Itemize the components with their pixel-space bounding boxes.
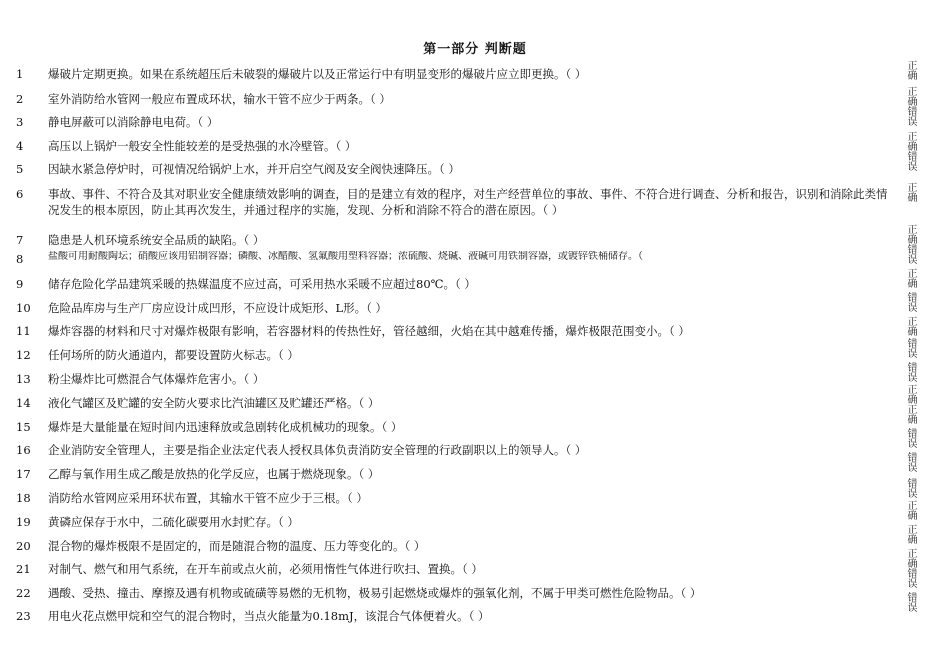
answer-label: 正确 [905, 60, 916, 80]
question-text: 企业消防安全管理人，主要是指企业法定代表人授权具体负责消防安全管理的行政副职以上的领导人。（ ） [48, 443, 587, 457]
question-text: 黄磷应保存于水中，二硫化碳要用水封贮存。（ ） [48, 515, 299, 529]
answer-label: 正确 [905, 384, 916, 404]
question-number: 10 [16, 301, 31, 315]
answer-label: 错误 [905, 568, 916, 588]
question-number: 13 [16, 372, 31, 386]
answer-label: 错误 [905, 452, 916, 472]
question-number: 14 [16, 396, 31, 410]
answer-label: 正确 [905, 316, 916, 336]
question-text: 盐酸可用耐酸陶坛；硝酸应该用铝制容器；磷酸、冰醋酸、氢氟酸用塑料容器；浓硫酸、烧碱、液碱可用铁制容器，或镀锌铁桶储存。（ [48, 251, 643, 262]
question-number: 7 [16, 233, 24, 247]
answer-label: 正确 [905, 548, 916, 568]
question-number: 6 [16, 187, 24, 201]
question-text: 粉尘爆炸比可燃混合气体爆炸危害小。（ ） [48, 372, 265, 386]
answer-label: 错误 [905, 106, 916, 126]
answer-label: 正确 [905, 131, 916, 151]
question-number: 1 [16, 67, 24, 81]
question-number: 23 [16, 609, 31, 623]
question-text: 爆炸是大量能量在短时间内迅速释放或急剧转化成机械功的现象。（ ） [48, 420, 403, 434]
answer-label: 错误 [905, 428, 916, 448]
question-text: 隐患是人机环境系统安全品质的缺陷。（ ） [48, 233, 265, 247]
question-number: 2 [16, 92, 24, 106]
question-number: 5 [16, 162, 24, 176]
question-text: 事故、事件、不符合及其对职业安全健康绩效影响的调查，目的是建立有效的程序，对生产经营单位的事故、事件、不符合进行调查、分析和报告，识别和消除此类情况发生的根本原因，防止其再次发生，并通过程序的实施，发现、分析和消除不符合的潜在原因。（ ） [48, 187, 888, 217]
answer-label: 错误 [905, 244, 916, 264]
answer-label: 正确 [905, 500, 916, 520]
question-text: 对制气、燃气和用气系统，在开车前或点火前，必须用惰性气体进行吹扫、置换。（ ） [48, 562, 483, 576]
answer-label: 错误 [905, 151, 916, 171]
answer-label: 正确 [905, 224, 916, 244]
question-number: 18 [16, 491, 31, 505]
question-text: 遇酸、受热、撞击、摩擦及遇有机物或硫磺等易燃的无机物，极易引起燃烧或爆炸的强氧化剂，不属于甲类可燃性危险物品。（ ） [48, 586, 702, 600]
answer-label: 错误 [905, 362, 916, 382]
question-text: 危险品库房与生产厂房应设计成凹形，不应设计成矩形、L形。（ ） [48, 301, 388, 315]
question-number: 4 [16, 139, 24, 153]
question-number: 19 [16, 515, 31, 529]
question-text: 乙醇与氧作用生成乙酸是放热的化学反应，也属于燃烧现象。（ ） [48, 467, 380, 481]
question-number: 21 [16, 562, 31, 576]
answer-label: 正确 [905, 182, 916, 202]
question-text: 储存危险化学品建筑采暖的热媒温度不应过高，可采用热水采暖不应超过80℃。（ ） [48, 277, 476, 291]
question-number: 8 [16, 252, 24, 266]
answer-label: 正确 [905, 524, 916, 544]
section-title: 第一部分 判断题 [423, 42, 527, 57]
question-text: 高压以上锅炉一般安全性能较差的是受热强的水冷壁管。（ ） [48, 139, 357, 153]
question-number: 15 [16, 420, 31, 434]
question-text: 爆破片定期更换。如果在系统超压后未破裂的爆破片以及正常运行中有明显变形的爆破片应立即更换。（ ） [48, 67, 587, 81]
question-number: 3 [16, 115, 24, 129]
question-number: 11 [16, 324, 31, 338]
answer-label: 错误 [905, 292, 916, 312]
question-number: 12 [16, 348, 31, 362]
question-text: 用电火花点燃甲烷和空气的混合物时，当点火能量为0.18mJ，该混合气体便着火。（ ） [48, 609, 490, 623]
question-number: 22 [16, 586, 31, 600]
question-text: 室外消防给水管网一般应布置成环状，输水干管不应少于两条。（ ） [48, 92, 391, 106]
answer-label: 错误 [905, 478, 916, 498]
question-text: 因缺水紧急停炉时，可视情况给锅炉上水，并开启空气阀及安全阀快速降压。（ ） [48, 162, 460, 176]
answer-label: 正确 [905, 86, 916, 106]
question-number: 20 [16, 539, 31, 553]
question-text: 静电屏蔽可以消除静电电荷。（ ） [48, 115, 219, 129]
answer-label: 正确 [905, 404, 916, 424]
answer-label: 错误 [905, 338, 916, 358]
question-number: 17 [16, 467, 31, 481]
question-number: 9 [16, 277, 24, 291]
question-text: 消防给水管网应采用环状布置，其输水干管不应少于三根。（ ） [48, 491, 368, 505]
question-number: 16 [16, 443, 31, 457]
question-text: 任何场所的防火通道内，都要设置防火标志。（ ） [48, 348, 299, 362]
question-text: 爆炸容器的材料和尺寸对爆炸极限有影响，若容器材料的传热性好，管径越细，火焰在其中越难传播，爆炸极限范围变小。（ ） [48, 324, 690, 338]
answer-label: 正确 [905, 268, 916, 288]
question-text: 混合物的爆炸极限不是固定的，而是随混合物的温度、压力等变化的。（ ） [48, 539, 426, 553]
question-text: 液化气罐区及贮罐的安全防火要求比汽油罐区及贮罐还严格。（ ） [48, 396, 380, 410]
answer-label: 错误 [905, 592, 916, 612]
